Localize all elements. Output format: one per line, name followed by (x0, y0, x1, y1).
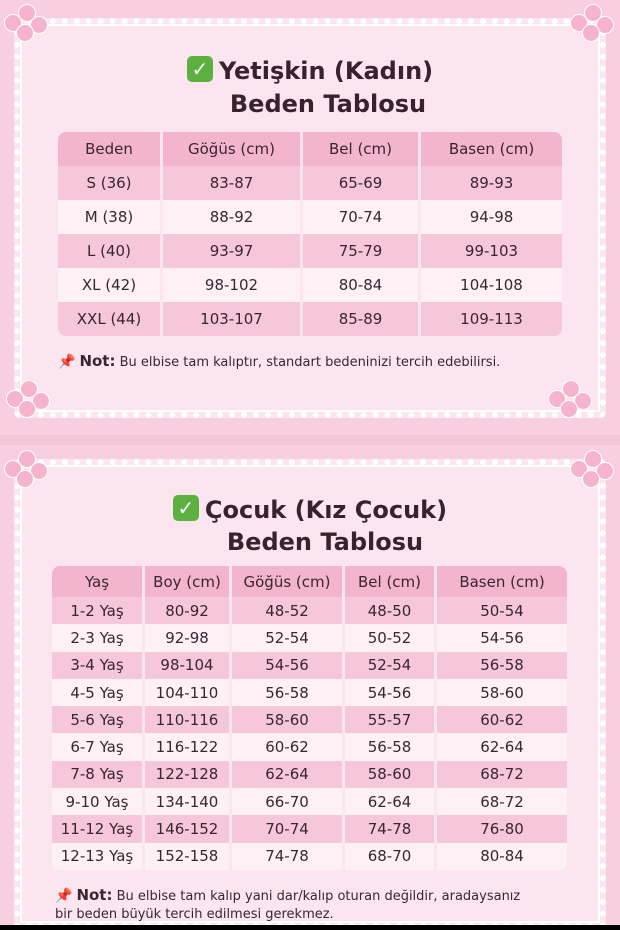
table-cell: 68-72 (437, 761, 567, 788)
table-cell: 9-10 Yaş (52, 788, 145, 815)
adult-note (58, 352, 500, 372)
table-row (58, 234, 562, 268)
pin-icon: 📌 (58, 354, 76, 370)
adult-title (0, 56, 620, 85)
check-icon: ✓ (187, 56, 213, 82)
table-cell: 5-6 Yaş (52, 706, 145, 733)
table-cell: 75-79 (303, 234, 421, 268)
child-subtitle: Beden Tablosu (226, 528, 424, 556)
table-cell: 55-57 (345, 706, 437, 733)
table-row (52, 788, 567, 815)
pin-icon: 📌 (55, 888, 73, 904)
table-cell: 80-92 (145, 597, 232, 624)
table-cell: L (40) (58, 234, 163, 268)
table-cell: 60-62 (232, 733, 345, 760)
table-cell: 94-98 (421, 200, 562, 234)
child-size-table (52, 566, 567, 870)
flower-decoration (570, 450, 616, 490)
child-title (0, 495, 620, 524)
table-cell: 146-152 (145, 815, 232, 842)
table-row (58, 268, 562, 302)
table-cell: 66-70 (232, 788, 345, 815)
table-cell: 1-2 Yaş (52, 597, 145, 624)
flower-decoration (6, 380, 52, 420)
table-row (52, 733, 567, 760)
adult-size-table (58, 132, 562, 336)
table-cell: 85-89 (303, 302, 421, 336)
table-cell: 62-64 (345, 788, 437, 815)
adult-subtitle: Beden Tablosu (229, 90, 427, 118)
table-cell: 68-72 (437, 788, 567, 815)
note-text: Bu elbise tam kalıptır, standart bedeninizi tercih edebilirsi. (119, 355, 501, 370)
table-cell: 3-4 Yaş (52, 652, 145, 679)
table-cell: 11-12 Yaş (52, 815, 145, 842)
note-text-line2: bir beden büyük tercih edilmesi gerekmez. (55, 907, 334, 922)
table-cell: 60-62 (437, 706, 567, 733)
column-header: Basen (cm) (421, 132, 562, 166)
table-cell: 2-3 Yaş (52, 624, 145, 651)
table-row (58, 200, 562, 234)
column-header: Yaş (52, 566, 145, 597)
table-cell: 104-110 (145, 679, 232, 706)
table-cell: 122-128 (145, 761, 232, 788)
table-cell: 50-52 (345, 624, 437, 651)
table-row (52, 679, 567, 706)
table-cell: 80-84 (303, 268, 421, 302)
child-note (55, 886, 520, 924)
table-cell: S (36) (58, 166, 163, 200)
flower-decoration (4, 450, 50, 490)
bottom-bar (0, 925, 620, 930)
table-cell: 58-60 (345, 761, 437, 788)
table-cell: 48-50 (345, 597, 437, 624)
table-cell: 62-64 (232, 761, 345, 788)
table-cell: 70-74 (232, 815, 345, 842)
table-cell: 83-87 (163, 166, 303, 200)
table-cell: 103-107 (163, 302, 303, 336)
note-label: Not: (79, 352, 116, 370)
table-row (52, 652, 567, 679)
table-cell: 58-60 (437, 679, 567, 706)
table-cell: 52-54 (345, 652, 437, 679)
table-cell: 152-158 (145, 843, 232, 870)
table-row (52, 706, 567, 733)
adult-panel (0, 0, 620, 435)
table-cell: 4-5 Yaş (52, 679, 145, 706)
child-title-line1: Çocuk (Kız Çocuk) (204, 496, 448, 524)
column-header: Beden (58, 132, 163, 166)
table-cell: M (38) (58, 200, 163, 234)
flower-decoration (570, 4, 616, 44)
table-cell: 109-113 (421, 302, 562, 336)
table-cell: 89-93 (421, 166, 562, 200)
table-cell: 54-56 (437, 624, 567, 651)
table-cell: 56-58 (345, 733, 437, 760)
table-cell: 54-56 (232, 652, 345, 679)
table-cell: 12-13 Yaş (52, 843, 145, 870)
table-cell: 56-58 (437, 652, 567, 679)
table-cell: 88-92 (163, 200, 303, 234)
table-cell: 110-116 (145, 706, 232, 733)
table-row (52, 597, 567, 624)
table-cell: 65-69 (303, 166, 421, 200)
table-cell: 70-74 (303, 200, 421, 234)
column-header: Bel (cm) (345, 566, 437, 597)
column-header: Basen (cm) (437, 566, 567, 597)
table-cell: XL (42) (58, 268, 163, 302)
table-row (58, 166, 562, 200)
table-cell: 80-84 (437, 843, 567, 870)
table-cell: 76-80 (437, 815, 567, 842)
table-cell: 54-56 (345, 679, 437, 706)
table-cell: 92-98 (145, 624, 232, 651)
table-row (52, 624, 567, 651)
child-panel (0, 445, 620, 930)
flower-decoration (548, 380, 594, 420)
table-cell: 104-108 (421, 268, 562, 302)
header-row (58, 132, 562, 166)
flower-decoration (4, 4, 50, 44)
table-cell: 48-52 (232, 597, 345, 624)
table-cell: 74-78 (232, 843, 345, 870)
table-cell: 56-58 (232, 679, 345, 706)
table-cell: 93-97 (163, 234, 303, 268)
column-header: Bel (cm) (303, 132, 421, 166)
table-cell: 62-64 (437, 733, 567, 760)
table-row (52, 843, 567, 870)
table-cell: 98-104 (145, 652, 232, 679)
note-label: Not: (76, 886, 113, 904)
table-cell: XXL (44) (58, 302, 163, 336)
table-cell: 58-60 (232, 706, 345, 733)
note-text-line1: Bu elbise tam kalıp yani dar/kalıp oturan değildir, aradaysanız (116, 889, 521, 904)
column-header: Boy (cm) (145, 566, 232, 597)
table-cell: 68-70 (345, 843, 437, 870)
column-header: Göğüs (cm) (232, 566, 345, 597)
table-cell: 52-54 (232, 624, 345, 651)
table-row (52, 815, 567, 842)
table-cell: 134-140 (145, 788, 232, 815)
table-row (58, 302, 562, 336)
header-row (52, 566, 567, 597)
check-icon: ✓ (173, 495, 199, 521)
table-cell: 74-78 (345, 815, 437, 842)
column-header: Göğüs (cm) (163, 132, 303, 166)
table-row (52, 761, 567, 788)
adult-title-line1: Yetişkin (Kadın) (218, 57, 434, 85)
table-cell: 7-8 Yaş (52, 761, 145, 788)
table-cell: 99-103 (421, 234, 562, 268)
table-cell: 6-7 Yaş (52, 733, 145, 760)
table-cell: 50-54 (437, 597, 567, 624)
table-cell: 98-102 (163, 268, 303, 302)
table-cell: 116-122 (145, 733, 232, 760)
